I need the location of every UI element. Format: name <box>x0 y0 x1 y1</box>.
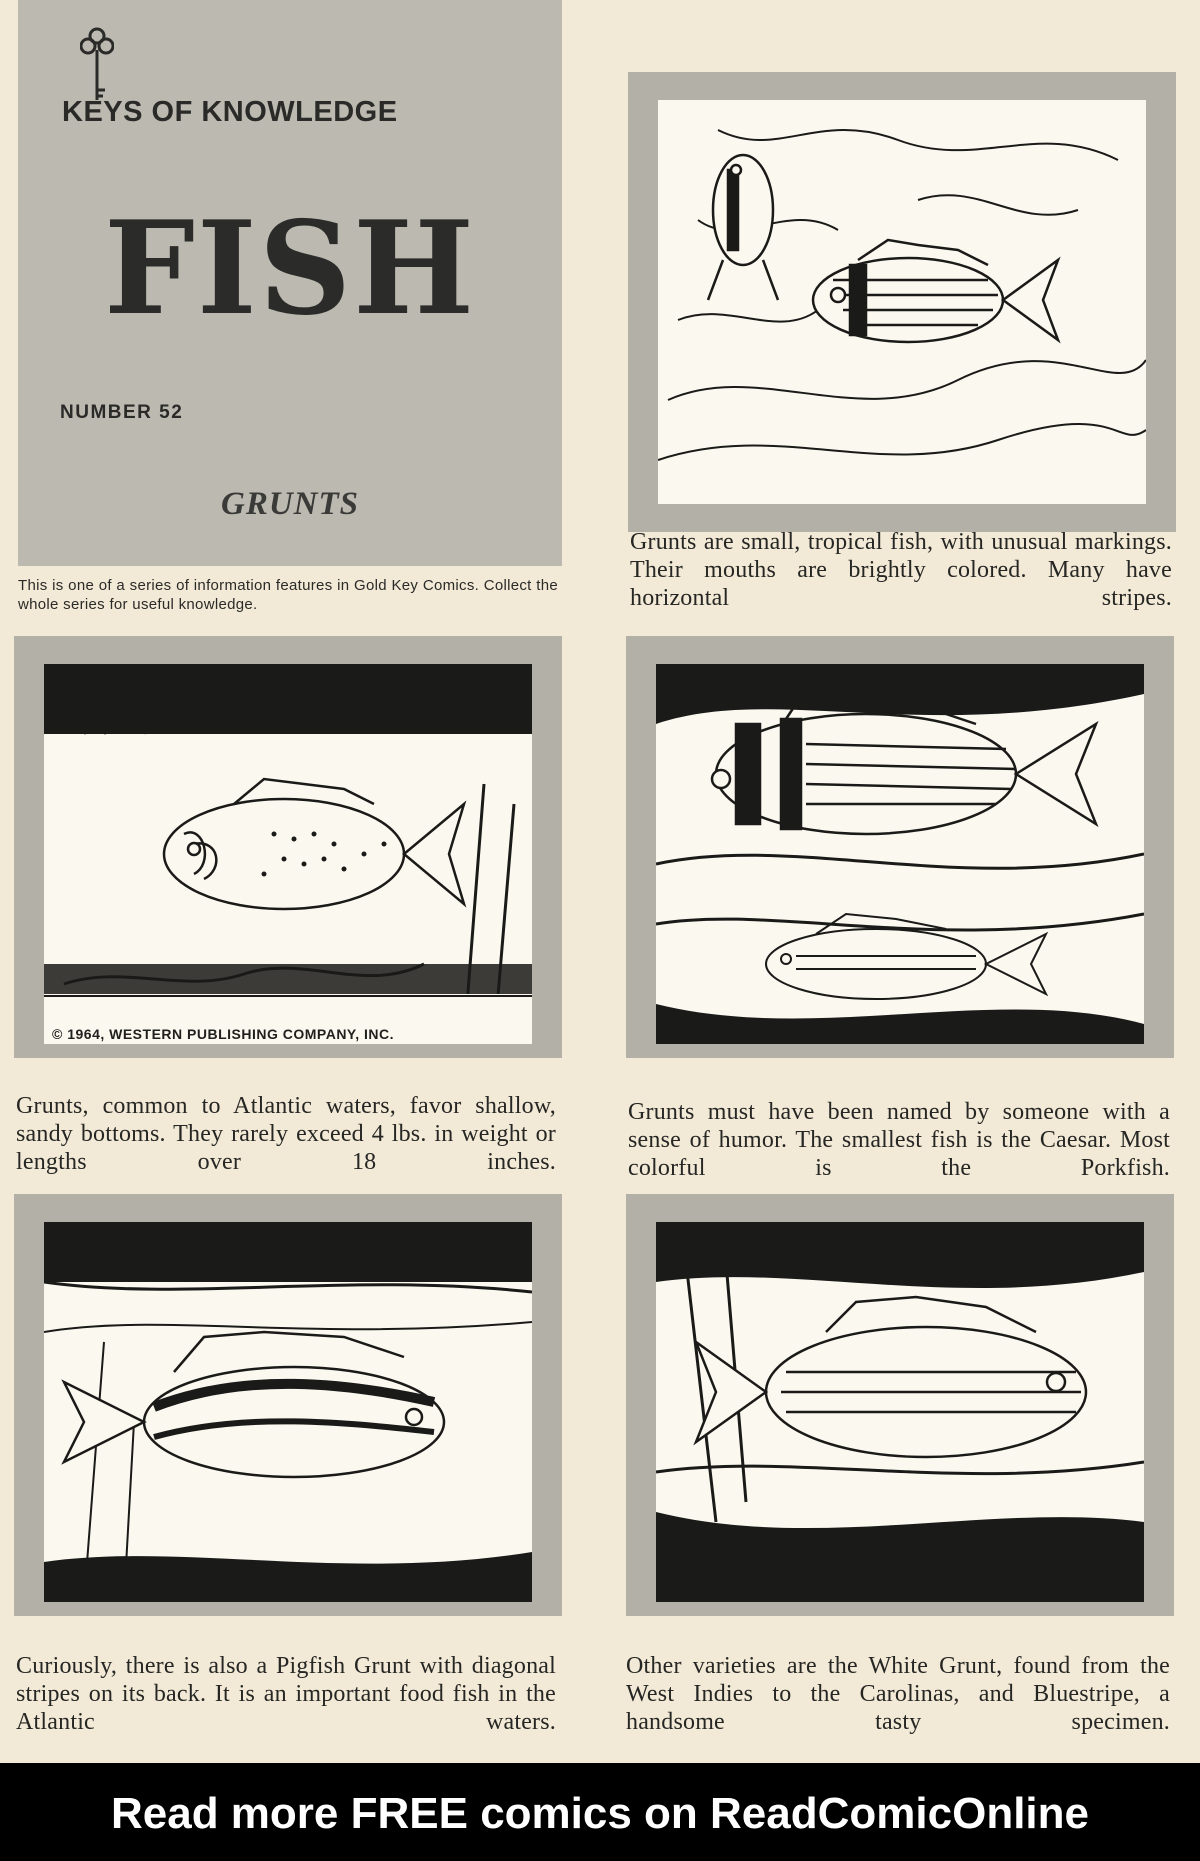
title-box <box>18 0 562 566</box>
grunt-fish-dotted <box>164 779 464 909</box>
panel-1-caption: Grunts are small, tropical fish, with unusual markings. Their mouths are brightly colored. Many have horizontal stripes. <box>630 529 1172 611</box>
panel-5 <box>626 1194 1174 1616</box>
subtitle: GRUNTS <box>220 486 360 522</box>
series-note: This is one of a series of information features in Gold Key Comics. Collect the whole series for useful knowledge. <box>18 577 558 613</box>
series-name: KEYS OF KNOWLEDGE <box>62 96 398 128</box>
panel-2-caption: Grunts, common to Atlantic waters, favor shallow, sandy bottoms. They rarely exceed 4 lbs. in weight or lengths over 18 inches. <box>16 1093 556 1175</box>
copyright-notice: © 1964, WESTERN PUBLISHING COMPANY, INC. <box>52 1026 394 1042</box>
promo-banner-text: Read more FREE comics on ReadComicOnline <box>110 1789 1089 1838</box>
panel-2 <box>14 636 562 1058</box>
panel-4-illustration <box>44 1222 532 1602</box>
panel-5-caption: Other varieties are the White Grunt, found from the West Indies to the Carolinas, and Bluestripe, a handsome tasty specimen. <box>626 1653 1170 1735</box>
panel-5-illustration <box>656 1222 1144 1602</box>
panel-2-illustration <box>44 664 532 1044</box>
key-icon <box>80 26 114 102</box>
panel-4 <box>14 1194 562 1616</box>
pigfish-grunt-illustration <box>64 1332 444 1477</box>
panel-1 <box>628 72 1176 532</box>
panel-1-illustration <box>658 100 1146 504</box>
grunt-fish-large <box>813 240 1058 342</box>
panel-4-caption: Curiously, there is also a Pigfish Grunt with diagonal stripes on its back. It is an important food fish in the Atlantic waters. <box>16 1653 556 1735</box>
panel-3 <box>626 636 1174 1058</box>
issue-number: NUMBER 52 <box>60 402 184 423</box>
grunt-fish-small <box>708 155 778 300</box>
page-title: FISH <box>103 194 477 344</box>
promo-banner[interactable] <box>0 1763 1200 1861</box>
panel-3-illustration <box>656 664 1144 1044</box>
panel-3-caption: Grunts must have been named by someone with a sense of humor. The smallest fish is the Caesar. Most colorful is the Porkfish. <box>628 1099 1170 1181</box>
